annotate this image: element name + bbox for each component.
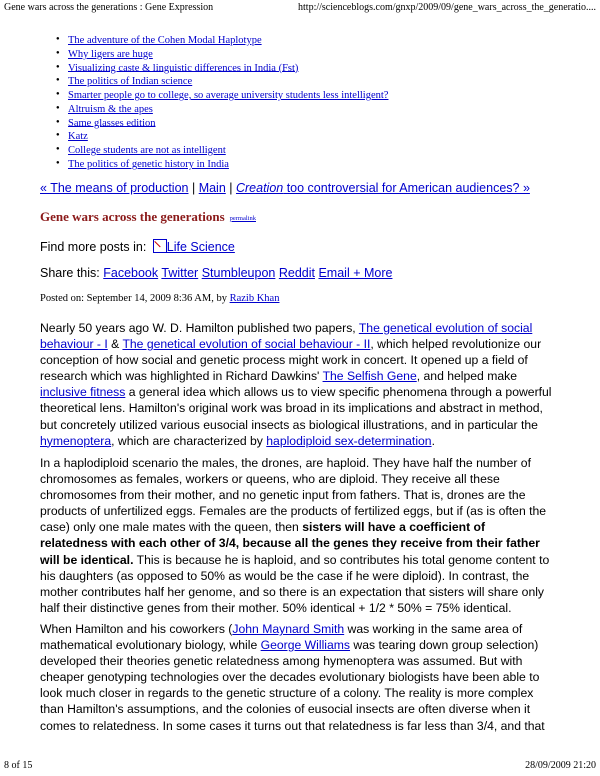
text-line: research which was highlighted in Richard Dawkins' The Selfish Gene, and helped make [40,369,518,384]
inline-link[interactable]: John Maynard Smith [232,622,345,636]
text-line: than Hamilton's assumptions, and the colonies of eusocial insects are often diverse when it [40,702,531,717]
related-post-item [56,117,388,131]
related-posts-list [56,34,388,172]
author-link[interactable]: Razib Khan [229,293,280,304]
print-footer [4,760,596,772]
related-post-item [56,130,388,144]
inline-link[interactable]: inclusive fitness [40,385,126,400]
text-line: his daughters (as opposed to 50% as would be the case if he were diploid). In contrast, the [40,568,530,583]
next-post-rest: too controversial for American audiences? » [283,181,530,195]
main-link[interactable]: Main [198,181,226,195]
text-line: cheaper genotyping technologies over the decades evolutionary biologists have been able to [40,670,540,685]
related-post-link[interactable]: Altruism & the apes [68,103,153,115]
find-more-posts [40,237,235,254]
share-twitter-link[interactable]: Twitter [161,266,199,280]
text-line: but concretely utilized various eusocial insects as biological illustrations, and in particular the [40,417,538,432]
posted-on [40,293,279,304]
print-date: 28/09/2009 21:20 [525,760,596,771]
related-post-item [56,89,388,103]
header-url: http://scienceblogs.com/gnxp/2009/09/gene_wars_across_the_generatio.... [298,2,596,13]
text-line: mathematical evolutionary biology, while George Williams was tearing down group selection) [40,638,539,653]
post-title [40,209,256,225]
text-line: will be identical. This is because he is haploid, and so contributes his total genome content to [40,552,550,567]
broken-image-icon [153,239,167,253]
text-line: In a haplodiploid scenario the males, the drones, are haploid. They have half the number of [40,456,531,470]
inline-link[interactable]: haplodiploid sex-determination [266,433,432,448]
inline-link[interactable]: The genetical evolution of social [358,321,533,335]
text-line: chromosomes as females, workers or queens, who are diploid. They receive all these [40,472,500,487]
related-post-link[interactable]: Katz [68,131,88,143]
share-reddit-link[interactable]: Reddit [278,266,315,280]
related-post-link[interactable]: The politics of genetic history in India [68,158,229,170]
inline-link[interactable]: hymenoptera [40,433,112,448]
related-post-item [56,48,388,62]
text-line: inclusive fitness a general idea which allows us to view specific phenomena through a powerful [40,385,552,400]
text-line: case) only one male mates with the queen, then sisters will have a coefficient of [40,520,486,535]
body-paragraph-3 [40,621,560,734]
permalink-link[interactable]: permalink [229,214,256,222]
previous-post-link[interactable]: « The means of production [40,181,189,195]
related-post-item [56,158,388,172]
text-line: half their distinctive genes from their mother. 50% identical + 1/2 * 50% = 75% identical. [40,600,512,615]
body-paragraph-2 [40,455,560,616]
nav-separator: | [188,181,199,195]
share-facebook-link[interactable]: Facebook [103,266,159,280]
page-count: 8 of 15 [4,760,33,771]
header-page-title: Gene wars across the generations : Gene Expression [4,2,214,13]
category-link[interactable]: Life Science [166,240,235,254]
inline-link[interactable]: behaviour - I [40,337,108,352]
related-post-link[interactable]: Smarter people go to college, so average university students less intelligent? [68,89,389,101]
body-paragraph-1 [40,320,560,449]
text-line: products of unfertilized eggs. Females are the products of fertilized eggs, but if (as is often the [40,504,547,519]
bold-text: relatedness with each other of 3/4, because all the genes they receive from their father [40,536,540,551]
related-post-item [56,144,388,158]
text-line: developed their theories genetic relatedness among hymenoptera was assumed. But with [40,654,523,669]
nav-separator: | [225,181,236,195]
related-post-item [56,34,388,48]
bold-text: sisters will have a coefficient of [302,520,486,535]
text-line: behaviour - I & The genetical evolution of social behaviour - II, which helped revolutionize our [40,337,542,352]
post-navigation [40,181,530,195]
print-header [4,2,596,14]
find-more-label: Find more posts in: [40,240,150,254]
next-post-link[interactable] [236,181,530,195]
related-post-link[interactable]: Visualizing caste & linguistic differences in India (Fst) [68,62,299,74]
text-line: comes to relatedness. In some cases it turns out that relatedness is far less than 3/4, and that [40,718,545,733]
text-line: conception of how social and genetic process might work in concert. It opened up a field of [40,353,528,368]
text-line: Nearly 50 years ago W. D. Hamilton published two papers, The genetical evolution of social [40,321,533,335]
text-line: When Hamilton and his coworkers (John Maynard Smith was working in the same area of [40,622,523,636]
share-stumbleupon-link[interactable]: Stumbleupon [201,266,276,280]
related-post-link[interactable]: The adventure of the Cohen Modal Haplotype [68,34,262,46]
text-line: chromosomes from their mother, and no genetic input from fathers. That is, drones are the [40,488,526,503]
text-line: hymenoptera, which are characterized by haplodiploid sex-determination. [40,433,435,448]
inline-link[interactable]: The Selfish Gene [322,369,417,384]
bold-text: will be identical. [40,552,134,567]
share-email-more-link[interactable]: Email + More [318,266,393,280]
inline-link[interactable]: The genetical evolution of social behaviour - II [122,337,371,352]
related-post-item [56,75,388,89]
share-bar [40,266,392,280]
related-post-link[interactable]: Why ligers are huge [68,48,153,60]
next-post-italic: Creation [235,181,284,195]
text-line: look much closer in regards to the genetic structure of a colony. The reality is more complex [40,686,534,701]
inline-link[interactable]: George Williams [260,638,351,653]
related-post-item [56,62,388,76]
share-label: Share this: [40,266,104,280]
related-post-item [56,103,388,117]
post-title-text: Gene wars across the generations [40,209,225,224]
text-line: mother contributes half her genome, and so there is an expectation that sisters will share only [40,584,545,599]
related-post-link[interactable]: College students are not as intelligent [68,144,226,156]
related-post-link[interactable]: The politics of Indian science [68,76,193,88]
text-line [40,535,560,551]
related-post-link[interactable]: Same glasses edition [68,117,156,129]
posted-on-text: Posted on: September 14, 2009 8:36 AM, by [40,293,230,304]
text-line: theoretical lens. Hamilton's original work was broad in its implications and abstract in method, [40,401,543,416]
